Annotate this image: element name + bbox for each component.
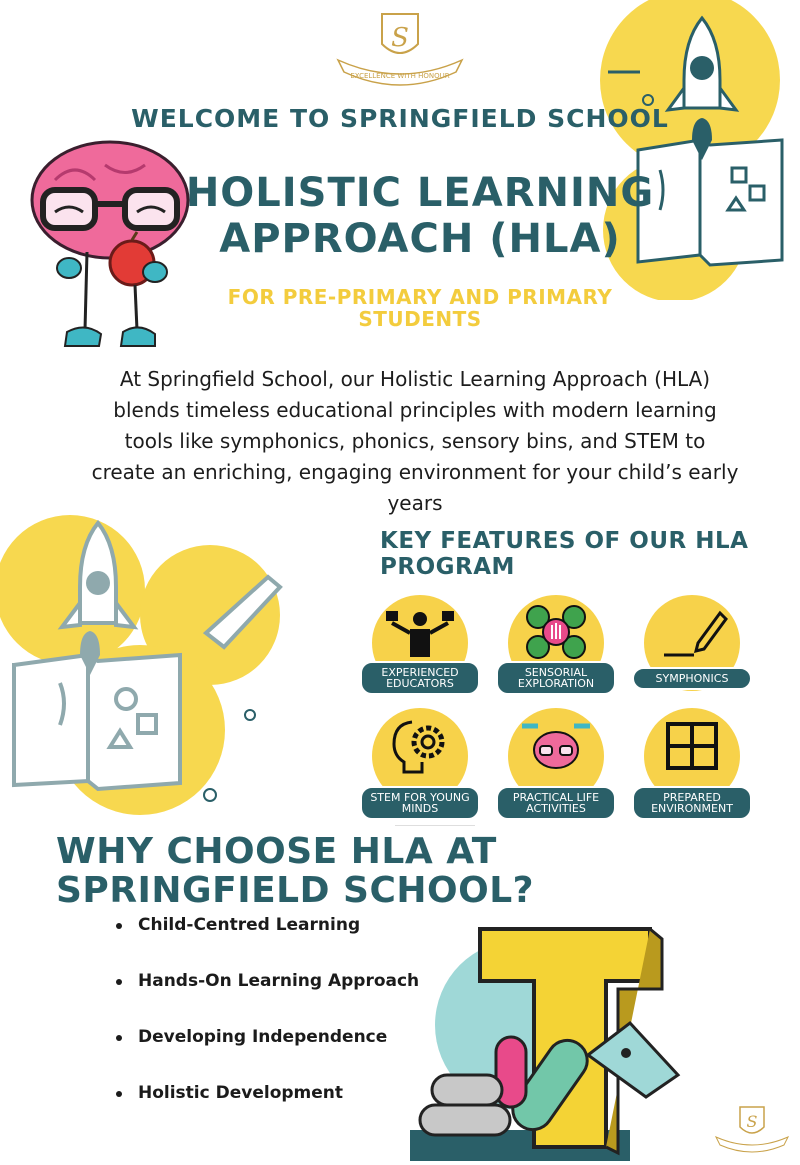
feature-experienced-educators [360, 595, 480, 705]
teacher-icon [382, 603, 458, 663]
svg-text:S: S [391, 23, 409, 53]
senses-icon [518, 603, 594, 663]
feature-label: STEM FOR YOUNG MINDS [360, 786, 480, 820]
feature-label: SYMPHONICS [632, 667, 752, 690]
why-heading: WHY CHOOSE HLA AT SPRINGFIELD SCHOOL? [56, 831, 535, 911]
feature-prepared-environment [632, 708, 752, 818]
svg-text:S: S [746, 1112, 758, 1131]
gear-bulb-icon [382, 716, 458, 776]
list-item: Hands-On Learning Approach [116, 966, 419, 1022]
pen-icon [654, 603, 730, 663]
intro-paragraph: At Springfield School, our Holistic Learning Approach (HLA) blends timeless educational principles with modern learning tools like symphonics, phonics, sensory bins, and STEM to create an enriching, engaging environment for your child’s early years [91, 367, 739, 515]
school-logo [330, 10, 470, 90]
feature-label: PRACTICAL LIFE ACTIVITIES [496, 786, 616, 820]
list-item: Developing Independence [116, 1022, 419, 1078]
feature-stem [360, 708, 480, 818]
school-logo-small [712, 1105, 792, 1155]
feature-sensorial-exploration [496, 595, 616, 705]
features-heading: KEY FEATURES OF OUR HLA PROGRAM [380, 528, 749, 580]
feature-label: PREPARED ENVIRONMENT [632, 786, 752, 820]
letter-t-illustration [410, 925, 730, 1161]
benefits-list [116, 910, 419, 1134]
list-item: Holistic Development [116, 1078, 419, 1134]
rocket-book-illustration-left [0, 515, 300, 815]
feature-label: EXPERIENCED EDUCATORS [360, 661, 480, 695]
list-item: Child-Centred Learning [116, 910, 419, 966]
svg-text:EXCELLENCE WITH HONOUR: EXCELLENCE WITH HONOUR [350, 72, 450, 80]
brain-dumbbell-icon [518, 716, 594, 776]
welcome-heading: WELCOME TO SPRINGFIELD SCHOOL [131, 104, 669, 133]
feature-practical-life [496, 708, 616, 818]
divider [395, 825, 475, 826]
feature-symphonics [632, 595, 752, 705]
page-title: HOLISTIC LEARNING APPROACH (HLA) [185, 170, 655, 262]
hands-icon [654, 716, 730, 776]
feature-label: SENSORIAL EXPLORATION [496, 661, 616, 695]
page-subtitle: FOR PRE-PRIMARY AND PRIMARY STUDENTS [227, 285, 613, 331]
